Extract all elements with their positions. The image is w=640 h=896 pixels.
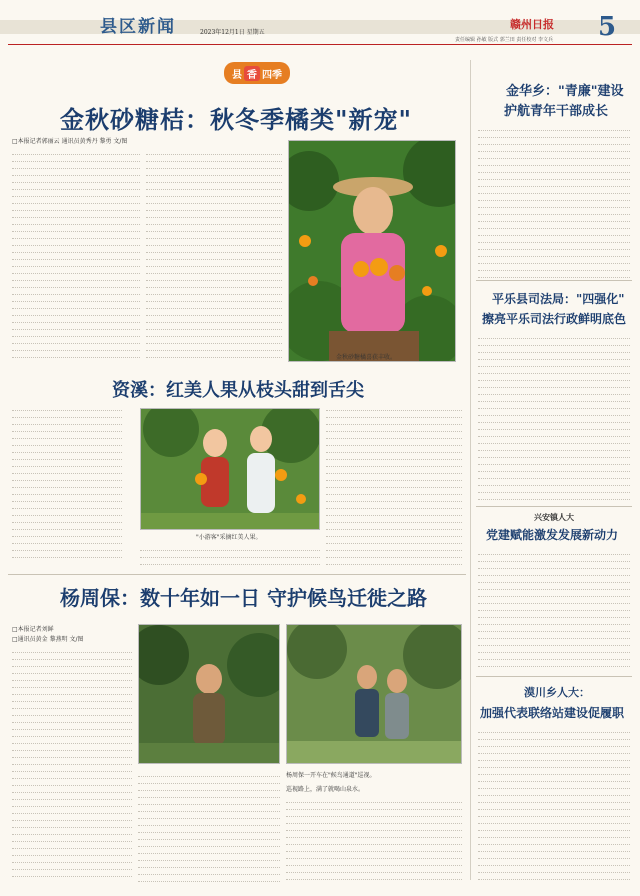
feature-body-col2 [146, 148, 282, 362]
sidebar-article2-body [478, 332, 630, 502]
patrol-group-illustration [287, 625, 462, 764]
article3-photo-1 [138, 624, 280, 764]
feature-photo [288, 140, 456, 362]
sidebar-article1-headline-b: 护航青年干部成长 [504, 104, 609, 119]
sidebar-divider-2 [476, 506, 632, 507]
column-tag [224, 62, 290, 84]
article2-body-col1 [12, 404, 122, 564]
issue-date: 2023年12月1日 星期五 [200, 29, 265, 36]
article-divider [8, 574, 466, 575]
sidebar-article4-headline: 加强代表联络站建设促履职 [480, 706, 625, 720]
article3-body-col1 [12, 646, 132, 884]
sidebar-article1-headline-a: 金华乡："青廉"建设 [506, 84, 624, 99]
sidebar-divider-3 [476, 676, 632, 677]
article3-body-col2 [138, 770, 280, 882]
feature-caption: 金秋砂糖橘喜获丰收。 [336, 354, 397, 361]
sidebar-article3-headline: 党建赋能激发发展新动力 [486, 528, 619, 542]
sidebar-article2-headline-a: 平乐县司法局："四强化" [492, 292, 625, 306]
article2-caption: "小游客"采摘红美人果。 [196, 534, 262, 541]
article2-body-below-photo [140, 544, 320, 570]
article3-caption-2: 巡视路上，满了就喝山泉水。 [286, 786, 365, 793]
header-rule [8, 44, 632, 45]
article3-byline: □本报记者刘鲜 [12, 626, 54, 633]
sidebar-article4-body [478, 726, 630, 882]
article3-headline: 杨周保：数十年如一日 守护候鸟迁徙之路 [60, 586, 427, 610]
article2-photo [140, 408, 320, 530]
article3-caption-1: 杨周保一开车在"候鸟通道"巡视。 [286, 772, 376, 779]
masthead [0, 0, 640, 43]
article3-byline-2: □通讯员黄金 黎燕明 文/图 [12, 636, 84, 643]
sidebar-article3-kicker: 兴安镇人大 [534, 512, 574, 522]
feature-body-col1 [12, 148, 140, 362]
sidebar-divider-1 [476, 280, 632, 281]
paper-name: 赣州日报 [510, 18, 554, 31]
page-number: 5 [598, 12, 617, 42]
article3-body-col3 [286, 796, 462, 882]
column-tag-right: 四季 [262, 69, 282, 81]
sidebar-divider [470, 60, 471, 880]
feature-headline: 金秋砂糖桔：秋冬季橘类"新宠" [60, 105, 413, 134]
article2-body-col3 [326, 404, 462, 568]
orange-farmer-illustration [289, 141, 456, 362]
column-tag-left: 县 [232, 69, 242, 81]
forest-patrol-illustration [139, 625, 280, 764]
column-tag-mid: 香 [244, 66, 260, 81]
sidebar-article2-headline-b: 擦亮平乐司法行政鲜明底色 [482, 312, 627, 326]
article2-headline: 资溪：红美人果从枝头甜到舌尖 [112, 380, 364, 401]
editor-credits: 责任编辑 孙敏 版式 郭兰田 责任校对 李文兵 [455, 37, 553, 43]
sidebar-article3-body [478, 548, 630, 672]
sidebar-article1-body [478, 124, 630, 278]
section-title: 县区新闻 [100, 17, 176, 37]
sidebar-article4-kicker: 漠川乡人大： [524, 686, 590, 699]
children-picking-fruit-illustration [141, 409, 320, 530]
feature-byline: □本报记者郭丽云 通讯员黄秀丹 黎勇 文/图 [12, 138, 128, 145]
article3-photo-2 [286, 624, 462, 764]
